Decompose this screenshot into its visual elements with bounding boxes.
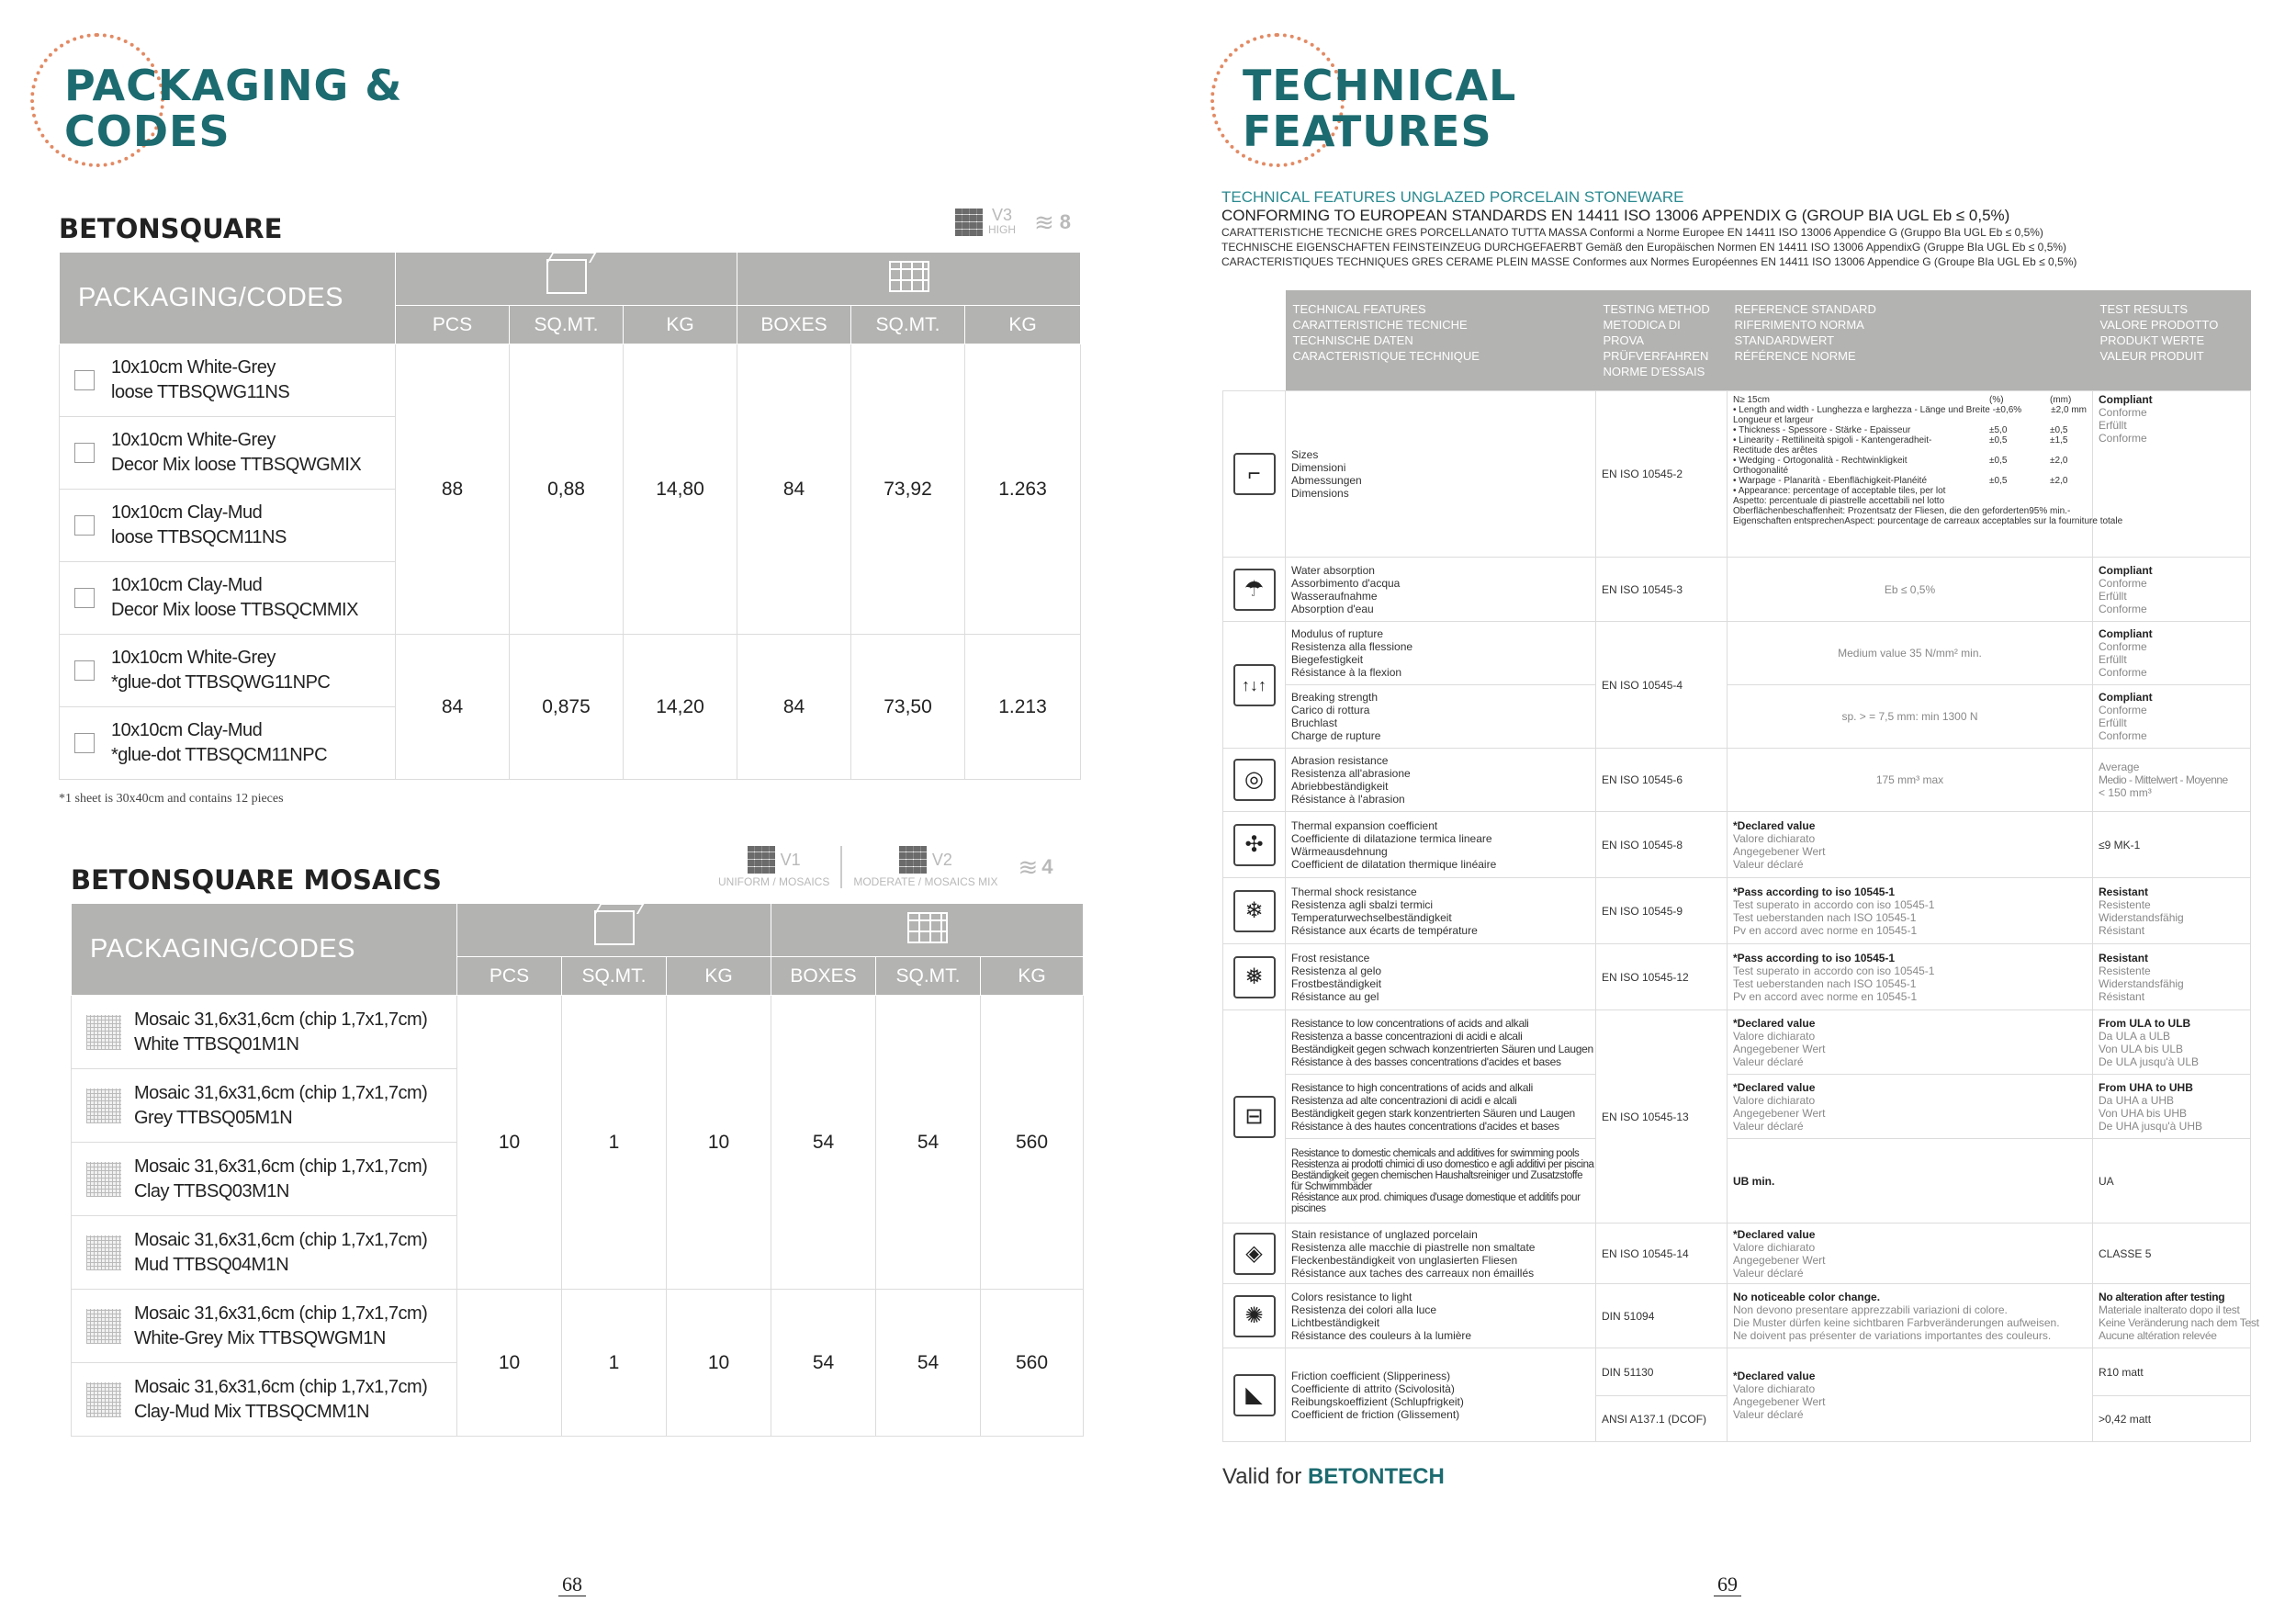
stack-icon: ≋ (1018, 852, 1039, 881)
sizes-ref-row: Orthogonalité (1733, 466, 1789, 476)
packaging-table-betonsquare (59, 252, 1081, 780)
row-stain: ◈ Stain resistance of unglazed porcelain Resistenza alle macchie di piastrelle non smaltate Fleckenbeständigkeit von unglasierten Fliesen Résistance aux taches des carreaux non émaillés EN ISO 10545-14 *Declared value Valore dichiarato Angegebener Wert Valeur déclaré CLASSE 5 (1223, 1224, 2251, 1284)
row-chemical-domestic: Resistance to domestic chemicals and additives for swimming pools Resistenza ai prodotti chimici di uso domestico e agli additivi per piscina Beständigkeit gegen chemischen Haushaltsreiniger und Zusatzstoffe für Schwimmbäder Résistance aux prod. chimiques d'usage domestique et additifs pour piscines UB min. UA (1223, 1139, 2251, 1224)
mosaic-thumbnail-icon (86, 1382, 121, 1417)
valid-for-note: Valid for BETONTECH (1222, 1464, 1445, 1489)
brand-name: BETONTECH (1307, 1464, 1445, 1489)
value-cell: 84 (396, 635, 510, 780)
chemical-tank-icon: ⊟ (1233, 1096, 1276, 1138)
sizes-ref-row: • Linearity - Rettilineità spigoli - Kantengeradheit- ±0,5 ±1,5 (1733, 435, 2068, 445)
value-cell: 0,875 (510, 635, 624, 780)
col-sqmt: SQ.MT. (510, 306, 624, 344)
value-cell: 560 (981, 996, 1084, 1290)
col-pallet-kg: KG (981, 957, 1084, 996)
piece-count: 8 (1059, 210, 1072, 233)
technical-features-table: TECHNICAL FEATURES CARATTERISTICHE TECNICHE TECHNISCHE DATEN CARACTERISTIQUE TECHNIQUE TESTING METHOD METODICA DI PROVA PRÜFVERFAHREN NORME D'ESSAIS REFERENCE STANDARD RIFERIMENTO NORMA STANDARDWERT RÉFÉRENCE NORME TEST RESULTS VALORE PRODOTTO PRODUKT WERTE VALEUR PRODUIT ⌐ Sizes Dimensioni Abmessungen Dimensions EN ISO 10545-2 N≥ 15cm (%) (mm) • Length and width - Lunghezza e larghezza - Länge und Breite - ±0,6% ±2,0 mm Longueur et largeur • Thickness - Spessore - Stärke - Epaisseur ±5,0 ±0,5 • Linearity - Rettilineità spigoli - Kantengeradheit- ±0,5 ±1,5 Rectitude des arêtes • Wedging - Ortogonalità - Rechtwinkligkeit ±0,5 ±2,0 Orthogonalité • Warpage - Planarità - Ebenflächigkeit-Planéité ±0,5 ±2,0 • Appearance: percentage of acceptable tiles, per lot Aspetto: percentuale di piastrelle accettabili nel lotto Oberflächenbeschaffenheit: Prozentsatz der Fliesen, die den geforderten 95% min. - Eigenschaften entsprechenAspect: pourcentage de carreaux acceptables sur la fourniture totale Compliant Conforme Erfüllt Conforme ☂ Water absorption Assorbimento d'acqua Wasseraufnahme Absorption d'eau EN ISO 10545-3 Eb ≤ 0,5% Compliant Conforme Erfüllt Conforme ↑↓↑ Modulus of rupture Resistenza alla flessione Biegefestigkeit Résistance à la flexion EN ISO 10545-4 Medium value 35 N/mm² min. Compliant Conforme Erfüllt Conforme Breaking strength Carico di rottura Bruchlast Charge de rupture sp. > = 7,5 mm: min 1300 N Compliant Conforme Erfüllt Conforme ◎ Abrasion resistance Resistenza all'abrasione Abriebbeständigkeit Résistance à l'abrasion EN ISO 10545-6 175 mm³ max Average Medio - Mittelwert - Moyenne < 150 mm³ ✣ Thermal expansion coefficient Coefficiente di dilatazione termica lineare Wärmeausdehnung Coefficient de dilatation thermique linéaire EN ISO 10545-8 *Declared value Valore dichiarato Angegebener Wert Valeur déclaré ≤9 MK-1 ❄ Thermal shock resistance Resistenza agli sbalzi termici Temperaturwechselbeständigkeit Résistance aux écarts de température EN ISO 10545-9 *Pass according to iso 10545-1 Test superato in accordo con iso 10545-1 Test ueberstanden nach ISO 10545-1 Pv en accord avec norme en 10545-1 Resistant Resistente Widerstandsfähig Résistant ❅ Frost resistance Resistenza al gelo Frostbeständigkeit Résistance au gel EN ISO 10545-12 *Pass according to iso 10545-1 Test superato in accordo con iso 10545-1 Test ueberstanden nach ISO 10545-1 Pv en accord avec norme en 10545-1 Resistant Resistente Widerstandsfähig Résistant ⊟ Resistance to low concentrations of acids and alkali Resistenza a basse concentrazioni di acidi e alcali Beständigkeit gegen schwach konzentrierten Säuren und Laugen Résistance à des basses concentrations d'acides et bases EN ISO 10545-13 *Declared value Valore dichiarato Angegebener Wert Valeur déclaré From ULA to ULB Da ULA a ULB Von ULA bis ULB De ULA jusqu'à ULB Resistance to high concentrations of acids and alkali Resistenza ad alte concentrazioni di acidi e alcali Beständigkeit gegen stark konzentrierten Säuren und Laugen Résistance à des hautes concentrations d'acides et bases *Declared value Valore dichiarato Angegebener Wert Valeur déclaré From UHA to UHB Da UHA a UHB Von UHA bis UHB De UHA jusqu'à UHB Resistance to domestic chemicals and additives for swimming pools Resistenza ai prodotti chimici di uso domestico e agli additivi per piscina Beständigkeit gegen chemischen Haushaltsreiniger und Zusatzstoffe für Schwimmbäder Résistance aux prod. chimiques d'usage domestique et additifs pour piscines UB min. UA ◈ Stain resistance of unglazed porcelain Resistenza alle macchie di piastrelle non smaltate Fleckenbeständigkeit von unglasierten Fliesen Résistance aux taches des carreaux non émaillés EN ISO 10545-14 *Declared value Valore dichiarato Angegebener Wert Valeur déclaré CLASSE 5 ✺ Colors resistance to light Resistenza dei colori alla luce Lichtbeständigkeit Résistance des couleurs à la lumière DIN 51094 No noticeable color change. Non devono presentare apprezzabili variazioni di colore. Die Muster dürfen keine sichtbaren Farbveränderungen aufweisen. Ne doivent pas présenter de variations importantes des couleurs. No alteration after testing Materiale inalterato dopo il test Keine Veränderung nach dem Test Aucune altération relevée ◣ Friction coefficient (Slipperiness) Coefficiente di attrito (Scivolosità) Reibungskoeffizient (Schlupfrigkeit) Coefficient de friction (Glissement) DIN 51130 *Declared value Valore dichiarato Angegebener Wert Valeur déclaré R10 matt ANSI A137.1 (DCOF) >0,42 matt (1222, 290, 2251, 1442)
mosaic-thumbnail-icon (86, 1235, 121, 1270)
section-title-mosaics: BETONSQUARE MOSAICS (71, 864, 442, 896)
row-breaking-strength: Breaking strength Carico di rottura Bruchlast Charge de rupture sp. > = 7,5 mm: min 1300 N Compliant Conforme Erfüllt Conforme (1223, 685, 2251, 749)
row-water-absorption: ☂ Water absorption Assorbimento d'acqua Wasseraufnahme Absorption d'eau EN ISO 10545-3 Eb ≤ 0,5% Compliant Conforme Erfüllt Conforme (1223, 558, 2251, 622)
thermal-expansion-icon: ✣ (1233, 824, 1276, 866)
stain-drop-icon: ◈ (1233, 1233, 1276, 1275)
value-cell: 1.263 (965, 344, 1081, 635)
row-modulus-of-rupture: ↑↓↑ Modulus of rupture Resistenza alla flessione Biegefestigkeit Résistance à la flexion EN ISO 10545-4 Medium value 35 N/mm² min. Compliant Conforme Erfüllt Conforme (1223, 622, 2251, 685)
sun-icon: ✺ (1233, 1295, 1276, 1337)
value-cell: 560 (981, 1290, 1084, 1437)
header-reference-standard: REFERENCE STANDARD RIFERIMENTO NORMA STANDARDWERT RÉFÉRENCE NORME (1728, 290, 2093, 391)
value-cell: 1 (562, 1290, 667, 1437)
col-kg: KG (667, 957, 771, 996)
box-header (396, 253, 737, 306)
grid-variation-icon (748, 846, 775, 874)
col-pcs: PCS (457, 957, 562, 996)
abrasion-disc-icon: ◎ (1233, 759, 1276, 801)
header-technical-features: TECHNICAL FEATURES CARATTERISTICHE TECNICHE TECHNISCHE DATEN CARACTERISTIQUE TECHNIQUE (1286, 290, 1596, 391)
pallet-header (737, 253, 1081, 306)
tile-swatch-icon (74, 370, 95, 390)
row-abrasion: ◎ Abrasion resistance Resistenza all'abrasione Abriebbeständigkeit Résistance à l'abrasion EN ISO 10545-6 175 mm³ max Average Medio - Mittelwert - Moyenne < 150 mm³ (1223, 749, 2251, 812)
value-cell: 73,50 (851, 635, 965, 780)
tile-swatch-icon (74, 733, 95, 753)
piece-count: 4 (1041, 855, 1053, 878)
shoe-slip-icon: ◣ (1233, 1374, 1276, 1416)
value-cell: 10 (667, 996, 771, 1290)
table-row: 10x10cm Clay-Mud Decor Mix loose TTBSQCMMIX (60, 562, 396, 635)
row-thermal-expansion: ✣ Thermal expansion coefficient Coefficiente di dilatazione termica lineare Wärmeausdehnung Coefficient de dilatation thermique linéaire EN ISO 10545-8 *Declared value Valore dichiarato Angegebener Wert Valeur déclaré ≤9 MK-1 (1223, 812, 2251, 878)
value-cell: 84 (737, 344, 851, 635)
divider (840, 846, 842, 888)
packaging-codes-header: PACKAGING/CODES (60, 253, 396, 344)
value-cell: 84 (737, 635, 851, 780)
row-thermal-shock: ❄ Thermal shock resistance Resistenza agli sbalzi termici Temperaturwechselbeständigkeit Résistance aux écarts de température EN ISO 10545-9 *Pass according to iso 10545-1 Test superato in accordo con iso 10545-1 Test ueberstanden nach ISO 10545-1 Pv en accord avec norme en 10545-1 Resistant Resistente Widerstandsfähig Résistant (1223, 878, 2251, 944)
grid-variation-icon (899, 846, 927, 874)
sizes-ref-row: Aspetto: percentuale di piastrelle accettabili nel lotto (1733, 496, 1945, 506)
table-row: Mosaic 31,6x31,6cm (chip 1,7x1,7cm) White TTBSQ01M1N (72, 996, 457, 1069)
value-cell: 1 (562, 996, 667, 1290)
caliper-icon: ⌐ (1233, 453, 1276, 495)
pallet-icon (889, 261, 929, 292)
col-boxes: BOXES (737, 306, 851, 344)
value-cell: 54 (876, 996, 981, 1290)
table-row: Mosaic 31,6x31,6cm (chip 1,7x1,7cm) Grey TTBSQ05M1N (72, 1069, 457, 1143)
col-boxes: BOXES (771, 957, 876, 996)
value-cell: 10 (667, 1290, 771, 1437)
sizes-ref-row: Oberflächenbeschaffenheit: Prozentsatz der Fliesen, die den geforderten 95% min. - (1733, 506, 2071, 516)
sizes-ref-row: • Wedging - Ortogonalità - Rechtwinkligkeit ±0,5 ±2,0 (1733, 456, 2068, 466)
variation-badges: V1 UNIFORM / MOSAICS V2 MODERATE / MOSAICS MIX ≋ 4 (718, 846, 1053, 888)
mosaic-thumbnail-icon (86, 1088, 121, 1123)
header-test-results: TEST RESULTS VALORE PRODOTTO PRODUKT WERTE VALEUR PRODUIT (2093, 290, 2251, 391)
tile-swatch-icon (74, 515, 95, 536)
standards-intro: TECHNICAL FEATURES UNGLAZED PORCELAIN STONEWARE CONFORMING TO EUROPEAN STANDARDS EN 14411 ISO 13006 APPENDIX G (GROUP BIA UGL Eb ≤ 0,5%) CARATTERISTICHE TECNICHE GRES PORCELLANATO TUTTA MASSA Conformi a Norme Europee EN 14411 ISO 13006 Appendice G (Gruppo BIa UGL Eb ≤ 0,5%) TECHNISCHE EIGENSCHAFTEN FEINSTEINZEUG DURCHGEFAERBT Gemäß den Europäischen Normen EN 14411 ISO 13006 AppendixG (Gruppe BIa UGL Eb ≤ 0,5%) CARACTERISTIQUES TECHNIQUES GRES CERAME PLEIN MASSE Conformes aux Normes Européennes EN 14411 ISO 13006 Appendice G (Groupe BIa UGL Eb ≤ 0,5%) (1221, 188, 2077, 268)
page-title: PACKAGING & CODES (64, 61, 403, 156)
sizes-ref-row: • Warpage - Planarità - Ebenflächigkeit-Planéité ±0,5 ±2,0 (1733, 476, 2068, 486)
mosaic-thumbnail-icon (86, 1309, 121, 1344)
row-chemical-high: Resistance to high concentrations of acids and alkali Resistenza ad alte concentrazioni di acidi e alcali Beständigkeit gegen stark konzentrierten Säuren und Laugen Résistance à des hautes concentrations d'acides et bases *Declared value Valore dichiarato Angegebener Wert Valeur déclaré From UHA to UHB Da UHA a UHB Von UHA bis UHB De UHA jusqu'à UHB (1223, 1075, 2251, 1139)
value-cell: 14,20 (624, 635, 737, 780)
sizes-ref-row: Eigenschaften entsprechenAspect: pourcentage de carreaux acceptables sur la fourniture totale (1733, 516, 2123, 526)
packaging-table-mosaics (71, 903, 1084, 1437)
row-sizes: ⌐ Sizes Dimensioni Abmessungen Dimensions EN ISO 10545-2 N≥ 15cm (%) (mm) • Length and width - Lunghezza e larghezza - Länge und Breite - ±0,6% ±2,0 mm Longueur et largeur • Thickness - Spessore - Stärke - Epaisseur ±5,0 ±0,5 • Linearity - Rettilineità spigoli - Kantengeradheit- ±0,5 ±1,5 Rectitude des arêtes • Wedging - Ortogonalità - Rechtwinkligkeit ±0,5 ±2,0 Orthogonalité • Warpage - Planarità - Ebenflächigkeit-Planéité ±0,5 ±2,0 • Appearance: percentage of acceptable tiles, per lot Aspetto: percentuale di piastrelle accettabili nel lotto Oberflächenbeschaffenheit: Prozentsatz der Fliesen, die den geforderten 95% min. - Eigenschaften entsprechenAspect: pourcentage de carreaux acceptables sur la fourniture totale Compliant Conforme Erfüllt Conforme (1223, 391, 2251, 558)
stack-icon: ≋ (1034, 208, 1054, 236)
pallet-icon (907, 912, 948, 943)
flexion-arrows-icon: ↑↓↑ (1233, 664, 1276, 706)
grid-variation-icon (955, 209, 983, 236)
value-cell: 88 (396, 344, 510, 635)
sizes-ref-row: Rectitude des arêtes (1733, 445, 1818, 456)
snowflake-icon: ❅ (1233, 956, 1276, 998)
header-testing-method: TESTING METHOD METODICA DI PROVA PRÜFVERFAHREN NORME D'ESSAIS (1596, 290, 1728, 391)
table-row: Mosaic 31,6x31,6cm (chip 1,7x1,7cm) Clay TTBSQ03M1N (72, 1143, 457, 1216)
section-title-betonsquare: BETONSQUARE (59, 213, 283, 244)
sizes-reference: N≥ 15cm (%) (mm) • Length and width - Lunghezza e larghezza - Länge und Breite - ±0,6% ±2,0 mm Longueur et largeur • Thickness - Spessore - Stärke - Epaisseur ±5,0 ±0,5 • Linearity - Rettilineità spigoli - Kantengeradheit- ±0,5 ±1,5 Rectitude des arêtes • Wedging - Ortogonalità - Rechtwinkligkeit ±0,5 ±2,0 Orthogonalité • Warpage - Planarità - Ebenflächigkeit-Planéité ±0,5 ±2,0 • Appearance: percentage of acceptable tiles, per lot Aspetto: percentuale di piastrelle accettabili nel lotto Oberflächenbeschaffenheit: Prozentsatz der Fliesen, die den geforderten 95% min. - Eigenschaften entsprechenAspect: pourcentage de carreaux acceptables sur la fourniture totale (1728, 391, 2093, 558)
sizes-ref-row: • Thickness - Spessore - Stärke - Epaisseur ±5,0 ±0,5 (1733, 425, 2068, 435)
value-cell: 54 (771, 1290, 876, 1437)
sizes-ref-row: Longueur et largeur (1733, 415, 1814, 425)
value-cell: 10 (457, 1290, 562, 1437)
mosaic-thumbnail-icon (86, 1162, 121, 1197)
value-cell: 10 (457, 996, 562, 1290)
page-title: TECHNICAL FEATURES (1243, 61, 1517, 156)
value-cell: 54 (876, 1290, 981, 1437)
row-frost: ❅ Frost resistance Resistenza al gelo Frostbeständigkeit Résistance au gel EN ISO 10545-12 *Pass according to iso 10545-1 Test superato in accordo con iso 10545-1 Test ueberstanden nach ISO 10545-1 Pv en accord avec norme en 10545-1 Resistant Resistente Widerstandsfähig Résistant (1223, 944, 2251, 1010)
box-header (457, 904, 771, 957)
thermal-shock-icon: ❄ (1233, 890, 1276, 932)
sizes-ref-row: • Appearance: percentage of acceptable tiles, per lot (1733, 486, 1946, 496)
value-cell: 14,80 (624, 344, 737, 635)
box-icon (546, 259, 587, 294)
row-chemical-low: ⊟ Resistance to low concentrations of acids and alkali Resistenza a basse concentrazioni di acidi e alcali Beständigkeit gegen schwach konzentrierten Säuren und Laugen Résistance à des basses concentrations d'acides et bases EN ISO 10545-13 *Declared value Valore dichiarato Angegebener Wert Valeur déclaré From ULA to ULB Da ULA a ULB Von ULA bis ULB De ULA jusqu'à ULB (1223, 1010, 2251, 1075)
col-kg: KG (624, 306, 737, 344)
value-cell: 73,92 (851, 344, 965, 635)
sizes-ref-row: • Length and width - Lunghezza e larghezza - Länge und Breite - ±0,6% ±2,0 mm (1733, 405, 2087, 415)
table-row: 10x10cm Clay-Mud loose TTBSQCM11NS (60, 490, 396, 562)
col-pallet-sqmt: SQ.MT. (876, 957, 981, 996)
col-pallet-kg: KG (965, 306, 1081, 344)
table-row: 10x10cm Clay-Mud *glue-dot TTBSQCM11NPC (60, 707, 396, 780)
tile-swatch-icon (74, 660, 95, 681)
value-cell: 1.213 (965, 635, 1081, 780)
col-pallet-sqmt: SQ.MT. (851, 306, 965, 344)
tile-swatch-icon (74, 443, 95, 463)
footnote: *1 sheet is 30x40cm and contains 12 pieces (59, 792, 284, 806)
table-row: 10x10cm White-Grey *glue-dot TTBSQWG11NPC (60, 635, 396, 707)
row-friction: ◣ Friction coefficient (Slipperiness) Coefficiente di attrito (Scivolosità) Reibungskoeffizient (Schlupfrigkeit) Coefficient de friction (Glissement) DIN 51130 *Declared value Valore dichiarato Angegebener Wert Valeur déclaré R10 matt (1223, 1348, 2251, 1396)
box-icon (594, 910, 635, 945)
row-light: ✺ Colors resistance to light Resistenza dei colori alla luce Lichtbeständigkeit Résistance des couleurs à la lumière DIN 51094 No noticeable color change. Non devono presentare apprezzabili variazioni di colore. Die Muster dürfen keine sichtbaren Farbveränderungen aufweisen. Ne doivent pas présenter de variations importantes des couleurs. No alteration after testing Materiale inalterato dopo il test Keine Veränderung nach dem Test Aucune altération relevée (1223, 1284, 2251, 1348)
table-row: 10x10cm White-Grey Decor Mix loose TTBSQWGMIX (60, 417, 396, 490)
water-umbrella-icon: ☂ (1233, 569, 1276, 611)
table-row: 10x10cm White-Grey loose TTBSQWG11NS (60, 344, 396, 417)
packaging-codes-header: PACKAGING/CODES (72, 904, 457, 996)
pallet-header (771, 904, 1084, 957)
page-number: 69 (1714, 1573, 1741, 1596)
col-pcs: PCS (396, 306, 510, 344)
table-row: Mosaic 31,6x31,6cm (chip 1,7x1,7cm) White-Grey Mix TTBSQWGM1N (72, 1290, 457, 1363)
col-sqmt: SQ.MT. (562, 957, 667, 996)
variation-badge: V3 HIGH ≋ 8 (955, 208, 1071, 237)
table-row: Mosaic 31,6x31,6cm (chip 1,7x1,7cm) Mud TTBSQ04M1N (72, 1216, 457, 1290)
page-number: 68 (558, 1573, 586, 1596)
value-cell: 0,88 (510, 344, 624, 635)
table-row: Mosaic 31,6x31,6cm (chip 1,7x1,7cm) Clay-Mud Mix TTBSQCMM1N (72, 1363, 457, 1437)
tile-swatch-icon (74, 588, 95, 608)
value-cell: 54 (771, 996, 876, 1290)
mosaic-thumbnail-icon (86, 1015, 121, 1050)
